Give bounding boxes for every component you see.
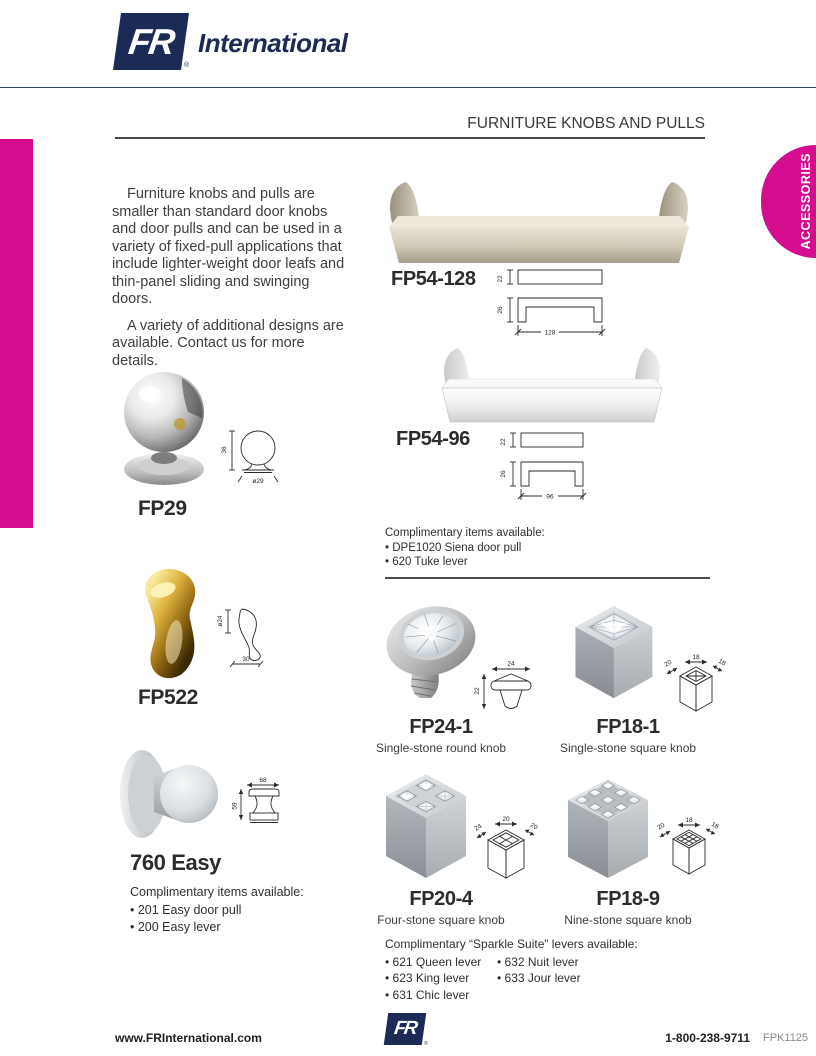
fp20-4-caption — [366, 888, 516, 927]
complimentary-item: • 200 Easy lever — [130, 920, 221, 934]
fp54-96-dimension-side — [500, 430, 586, 450]
pink-side-bar — [0, 139, 33, 528]
dim-value: 22 — [497, 275, 504, 283]
fp24-1-label: FP24-1 — [409, 716, 473, 738]
page-title: FURNITURE KNOBS AND PULLS — [467, 115, 705, 132]
fp20-4-label: FP20-4 — [409, 888, 473, 910]
intro-text — [112, 186, 345, 370]
dim-value: 20 — [663, 658, 674, 669]
dim-value: 18 — [709, 820, 720, 831]
fp54-128-dimension-profile — [497, 294, 607, 342]
fp18-1-subtitle: Single-stone square knob — [559, 741, 697, 755]
dim-value: 24 — [473, 822, 484, 833]
fp24-1-subtitle: Single-stone round knob — [375, 741, 507, 755]
dim-value: ø24 — [217, 615, 224, 627]
fp24-1-product-image — [383, 597, 479, 699]
fr-logo — [113, 13, 189, 70]
dim-value: 30 — [242, 656, 250, 663]
footer-phone: 1-800-238-9711 — [665, 1031, 750, 1045]
dim-value: 26 — [497, 306, 504, 314]
fp18-9-dimension — [656, 817, 720, 883]
footer-fr-logo-text: FR — [392, 1018, 418, 1039]
fp18-1-caption — [553, 716, 703, 755]
dim-value: 18 — [685, 817, 693, 824]
complimentary-item: • 621 Queen lever — [385, 954, 482, 969]
complimentary-item: • 633 Jour lever — [497, 971, 581, 985]
complimentary-item: • 620 Tuke lever — [385, 556, 468, 568]
fp522-label: FP522 — [138, 686, 198, 709]
fp18-1-label: FP18-1 — [596, 716, 660, 738]
fp20-4-product-image — [378, 766, 474, 884]
fp24-1-dimension — [474, 660, 539, 714]
title-rule — [115, 137, 705, 139]
fp54-96-dimension-profile — [500, 458, 586, 506]
fp54-128-label: FP54-128 — [391, 268, 476, 290]
footer-fr-logo — [384, 1013, 426, 1045]
complimentary-fp54 — [385, 526, 545, 569]
dim-value: 20 — [528, 821, 539, 832]
fp18-9-product-image — [560, 770, 656, 882]
dim-value: ø29 — [252, 478, 264, 485]
fp522-product-image — [130, 564, 204, 684]
dim-value: 128 — [544, 329, 556, 337]
fp54-96-product-image — [438, 346, 666, 424]
brand-name: International — [198, 28, 348, 58]
complimentary-item: • DPE1020 Siena door pull — [385, 542, 522, 554]
top-rule — [0, 87, 816, 88]
dim-value: 96 — [546, 493, 554, 501]
dim-value: 26 — [500, 470, 507, 478]
footer-website[interactable]: www.FRInternational.com — [115, 1031, 262, 1045]
fp24-1-caption — [366, 716, 516, 755]
registered-mark: ® — [184, 62, 190, 69]
dim-value: 22 — [500, 438, 507, 446]
complimentary-sparkle — [385, 936, 638, 1003]
fp18-9-caption — [553, 888, 703, 927]
fp20-4-dimension — [474, 816, 538, 892]
fp18-9-subtitle: Nine-stone square knob — [564, 913, 692, 927]
dim-value: 22 — [474, 687, 481, 695]
sparkle-col1 — [385, 954, 485, 1004]
complimentary-heading: Complimentary “Sparkle Suite” levers available: — [385, 937, 638, 951]
complimentary-item: • 631 Chic lever — [385, 987, 470, 1002]
fp522-dimension — [218, 606, 268, 668]
complimentary-item: • 632 Nuit lever — [497, 954, 579, 969]
fp18-1-product-image — [562, 600, 662, 700]
fp20-4-subtitle: Four-stone square knob — [377, 913, 505, 927]
complimentary-heading: Complimentary items available: — [385, 527, 545, 539]
dim-value: 59 — [231, 802, 239, 810]
fp54-96-label: FP54-96 — [396, 428, 470, 450]
fp54-128-product-image — [383, 180, 695, 264]
fr-logo-text: FR — [126, 20, 176, 62]
760-easy-dimension — [231, 776, 283, 834]
footer-registered-mark: ® — [424, 1041, 428, 1047]
accessories-tab-label: ACCESSORIES — [799, 153, 813, 250]
fp29-dimension — [222, 424, 282, 488]
fp29-product-image — [122, 370, 206, 488]
dim-value: 20 — [656, 821, 667, 832]
section-divider — [385, 577, 710, 579]
fp18-1-dimension — [663, 654, 727, 720]
dim-value: 18 — [716, 657, 727, 668]
dim-value: 24 — [507, 660, 515, 668]
complimentary-item: • 623 King lever — [385, 971, 470, 985]
dim-value: 18 — [692, 654, 700, 661]
complimentary-item: • 201 Easy door pull — [130, 903, 242, 917]
dim-value: 68 — [259, 777, 267, 784]
fp54-128-dimension-side — [497, 267, 604, 287]
intro-paragraph-1: Furniture knobs and pulls are smaller than standard door knobs and door pulls and can be used in a variety of fixed-pull applications that include lighter-weight door leafs and thin-panel sliding and swinging doors. — [112, 186, 345, 307]
complimentary-easy — [130, 884, 304, 936]
accessories-tab — [761, 145, 816, 258]
complimentary-heading: Complimentary items available: — [130, 885, 304, 899]
intro-paragraph-2: A variety of additional designs are available. Contact us for more details. — [112, 317, 344, 369]
dim-value: 20 — [502, 816, 510, 823]
sparkle-col2 — [497, 954, 581, 1004]
dim-value: 36 — [221, 446, 228, 454]
fp29-label: FP29 — [138, 497, 187, 520]
fp18-9-label: FP18-9 — [596, 888, 660, 910]
760-easy-label: 760 Easy — [130, 850, 221, 875]
760-easy-product-image — [116, 746, 220, 842]
footer-code: FPK1125 — [763, 1032, 809, 1044]
